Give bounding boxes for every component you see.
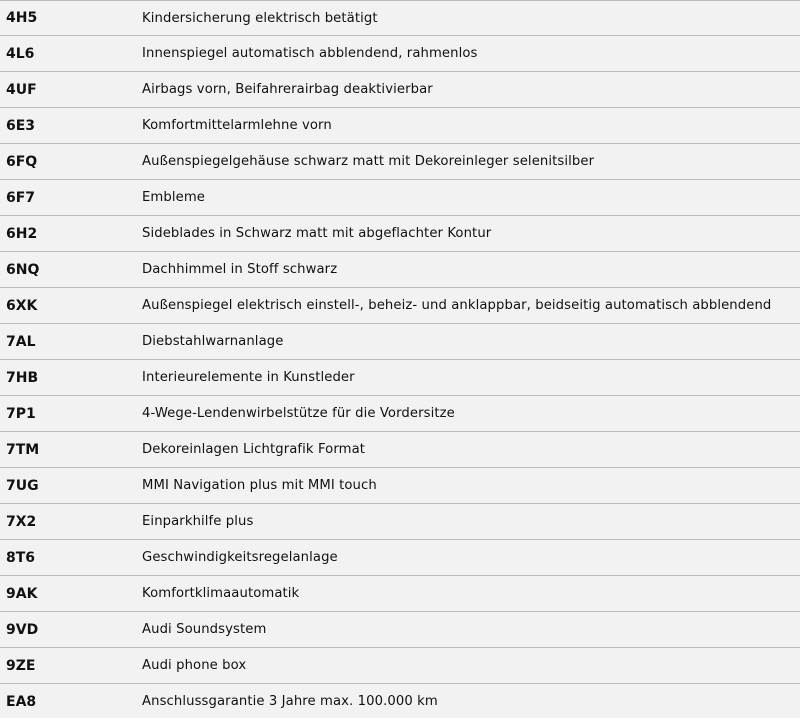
option-code: 7UG (0, 468, 136, 504)
option-description: Anschlussgarantie 3 Jahre max. 100.000 km (136, 684, 800, 718)
option-code: EA8 (0, 684, 136, 718)
option-code: 4L6 (0, 36, 136, 72)
option-description: Innenspiegel automatisch abblendend, rahmenlos (136, 36, 800, 72)
option-code: 9VD (0, 612, 136, 648)
option-description: Diebstahlwarnanlage (136, 324, 800, 360)
option-description: Sideblades in Schwarz matt mit abgeflachter Kontur (136, 216, 800, 252)
option-description: Außenspiegel elektrisch einstell-, beheiz- und anklappbar, beidseitig automatisch abblendend (136, 288, 800, 324)
option-code: 7HB (0, 360, 136, 396)
option-row (0, 180, 800, 216)
option-row (0, 324, 800, 360)
option-description: Einparkhilfe plus (136, 504, 800, 540)
option-row (0, 432, 800, 468)
option-code: 9AK (0, 576, 136, 612)
option-row (0, 108, 800, 144)
option-row (0, 396, 800, 432)
option-row (0, 360, 800, 396)
option-row (0, 684, 800, 718)
option-description: Embleme (136, 180, 800, 216)
option-code: 6XK (0, 288, 136, 324)
option-code: 6F7 (0, 180, 136, 216)
option-row (0, 576, 800, 612)
option-code: 4UF (0, 72, 136, 108)
option-code: 6H2 (0, 216, 136, 252)
option-row (0, 36, 800, 72)
option-code: 6E3 (0, 108, 136, 144)
option-description: Audi Soundsystem (136, 612, 800, 648)
option-description: 4-Wege-Lendenwirbelstütze für die Vordersitze (136, 396, 800, 432)
option-row (0, 288, 800, 324)
option-row (0, 504, 800, 540)
option-row (0, 216, 800, 252)
option-code: 7P1 (0, 396, 136, 432)
option-code: 9ZE (0, 648, 136, 684)
option-description: Dachhimmel in Stoff schwarz (136, 252, 800, 288)
option-description: Komfortklimaautomatik (136, 576, 800, 612)
option-row (0, 648, 800, 684)
option-description: Kindersicherung elektrisch betätigt (136, 1, 800, 36)
option-description: Airbags vorn, Beifahrerairbag deaktivierbar (136, 72, 800, 108)
option-row (0, 72, 800, 108)
option-code: 4H5 (0, 1, 136, 36)
option-row (0, 252, 800, 288)
option-description: Außenspiegelgehäuse schwarz matt mit Dekoreinleger selenitsilber (136, 144, 800, 180)
option-description: Dekoreinlagen Lichtgrafik Format (136, 432, 800, 468)
option-code: 6FQ (0, 144, 136, 180)
option-description: Audi phone box (136, 648, 800, 684)
option-description: Geschwindigkeitsregelanlage (136, 540, 800, 576)
option-code: 8T6 (0, 540, 136, 576)
option-row (0, 144, 800, 180)
option-row (0, 612, 800, 648)
option-description: Interieurelemente in Kunstleder (136, 360, 800, 396)
option-code: 7X2 (0, 504, 136, 540)
option-description: MMI Navigation plus mit MMI touch (136, 468, 800, 504)
option-code: 6NQ (0, 252, 136, 288)
option-row (0, 540, 800, 576)
option-row (0, 1, 800, 36)
option-description: Komfortmittelarmlehne vorn (136, 108, 800, 144)
option-row (0, 468, 800, 504)
option-code: 7TM (0, 432, 136, 468)
options-table-body (0, 1, 800, 718)
option-code: 7AL (0, 324, 136, 360)
